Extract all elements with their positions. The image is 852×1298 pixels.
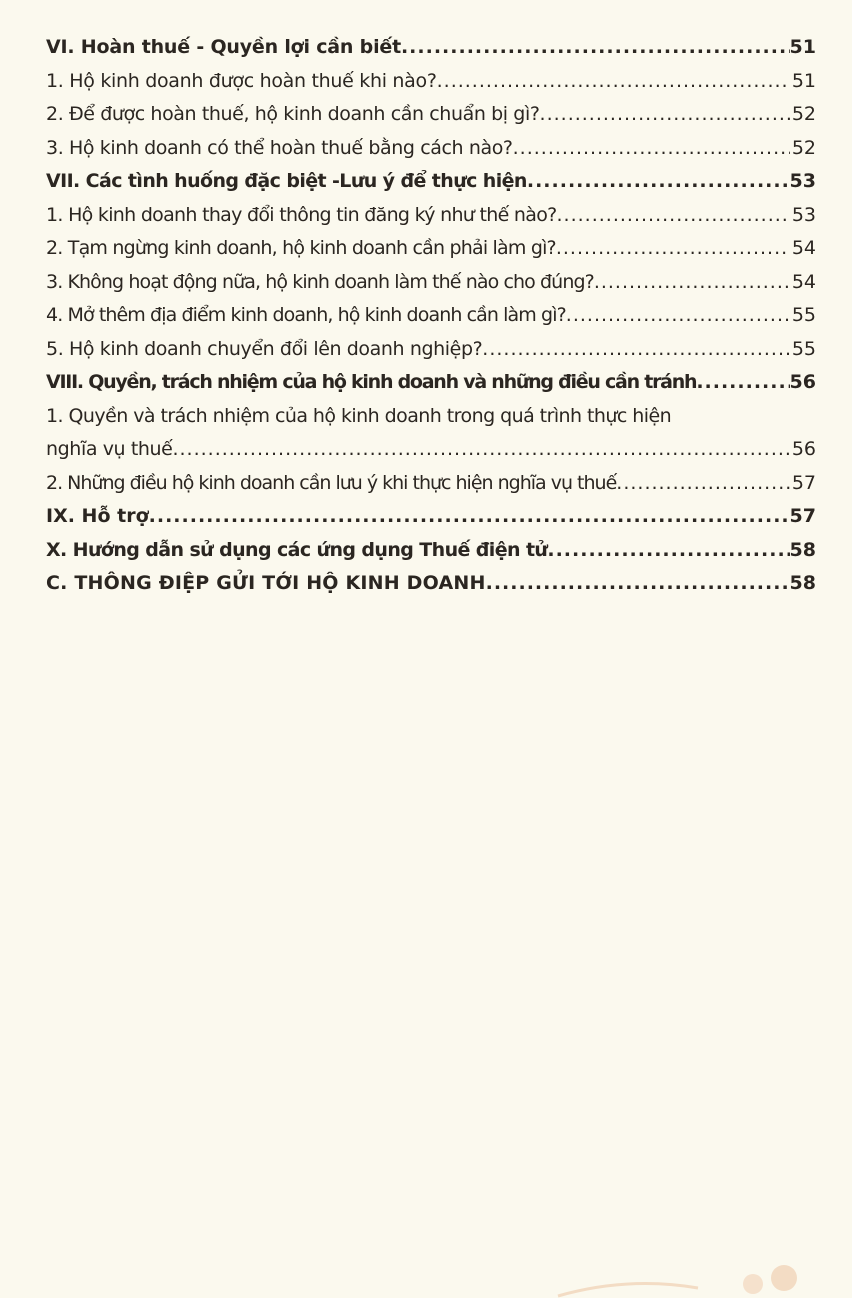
toc-item-vii-4[interactable] <box>46 299 816 333</box>
dot-leader <box>527 165 790 199</box>
toc-item-vi-1[interactable] <box>46 65 816 99</box>
dot-leader <box>594 266 790 300</box>
table-of-contents <box>46 31 816 601</box>
dot-leader <box>482 333 790 367</box>
toc-item-vii-2[interactable] <box>46 232 816 266</box>
toc-page-number: 55 <box>791 304 816 326</box>
dot-leader <box>513 132 790 166</box>
toc-page-number: 57 <box>789 505 816 527</box>
toc-section-ix[interactable] <box>46 500 816 534</box>
toc-page-number: 55 <box>791 337 816 360</box>
toc-title: 3. Hộ kinh doanh có thể hoàn thuế bằng cách nào? <box>46 136 513 159</box>
toc-page-number: 51 <box>789 36 816 58</box>
toc-title-continued: nghĩa vụ thuế <box>46 438 173 460</box>
toc-title: 1. Hộ kinh doanh thay đổi thông tin đăng ký như thế nào? <box>46 203 557 226</box>
toc-section-c[interactable] <box>46 567 816 601</box>
toc-page-number: 56 <box>789 371 816 393</box>
toc-item-vii-3[interactable] <box>46 266 816 300</box>
toc-title: IX. Hỗ trợ <box>46 505 149 527</box>
toc-item-vii-1[interactable] <box>46 199 816 233</box>
toc-page-number: 52 <box>791 103 816 125</box>
toc-title: 2. Để được hoàn thuế, hộ kinh doanh cần chuẩn bị gì? <box>46 103 540 125</box>
toc-page-number: 54 <box>791 270 816 293</box>
toc-title: 5. Hộ kinh doanh chuyển đổi lên doanh nghiệp? <box>46 337 483 360</box>
toc-page-number: 57 <box>791 471 816 494</box>
toc-page-number: 54 <box>791 237 816 259</box>
toc-section-x[interactable] <box>46 534 816 568</box>
toc-title: X. Hướng dẫn sử dụng các ứng dụng Thuế điện tử <box>46 538 548 561</box>
toc-item-vi-3[interactable] <box>46 132 816 166</box>
toc-item-viii-1-line1[interactable] <box>46 400 816 434</box>
dot-leader <box>172 433 790 467</box>
decorative-swirl <box>548 1258 828 1298</box>
toc-page-number: 53 <box>789 170 816 192</box>
toc-title: C. THÔNG ĐIỆP GỬI TỚI HỘ KINH DOANH <box>46 572 486 594</box>
toc-page-number: 56 <box>791 438 816 460</box>
dot-leader <box>486 567 790 601</box>
dot-leader <box>556 232 790 266</box>
toc-section-vi[interactable] <box>46 31 816 65</box>
toc-title: 1. Hộ kinh doanh được hoàn thuế khi nào? <box>46 69 437 92</box>
toc-page-number: 52 <box>791 136 816 159</box>
toc-title: 2. Những điều hộ kinh doanh cần lưu ý khi thực hiện nghĩa vụ thuế <box>46 471 617 494</box>
toc-page-number: 51 <box>791 69 816 92</box>
dot-leader <box>401 31 790 65</box>
toc-page-number: 53 <box>791 203 816 226</box>
dot-leader <box>557 199 790 233</box>
toc-section-vii[interactable] <box>46 165 816 199</box>
dot-leader <box>149 500 790 534</box>
toc-item-vi-2[interactable] <box>46 98 816 132</box>
dot-leader <box>696 366 789 400</box>
toc-item-viii-2[interactable] <box>46 467 816 501</box>
dot-leader <box>437 65 790 99</box>
toc-section-viii[interactable] <box>46 366 816 400</box>
dot-leader <box>616 467 790 501</box>
dot-leader <box>566 299 790 333</box>
toc-title: 3. Không hoạt động nữa, hộ kinh doanh làm thế nào cho đúng? <box>46 270 594 293</box>
dot-leader <box>547 534 789 568</box>
toc-page-number: 58 <box>789 572 816 594</box>
toc-item-vii-5[interactable] <box>46 333 816 367</box>
toc-item-viii-1-line2[interactable] <box>46 433 816 467</box>
toc-title: 2. Tạm ngừng kinh doanh, hộ kinh doanh cần phải làm gì? <box>46 237 556 259</box>
toc-title: 4. Mở thêm địa điểm kinh doanh, hộ kinh doanh cần làm gì? <box>46 304 566 326</box>
toc-title: VII. Các tình huống đặc biệt -Lưu ý để thực hiện <box>46 170 527 192</box>
dot-leader <box>540 98 790 132</box>
toc-title: VI. Hoàn thuế - Quyền lợi cần biết <box>46 36 401 58</box>
toc-page-number: 58 <box>789 538 816 561</box>
toc-title: VIII. Quyền, trách nhiệm của hộ kinh doanh và những điều cần tránh <box>46 371 697 393</box>
toc-title: 1. Quyền và trách nhiệm của hộ kinh doanh trong quá trình thực hiện <box>46 404 672 427</box>
